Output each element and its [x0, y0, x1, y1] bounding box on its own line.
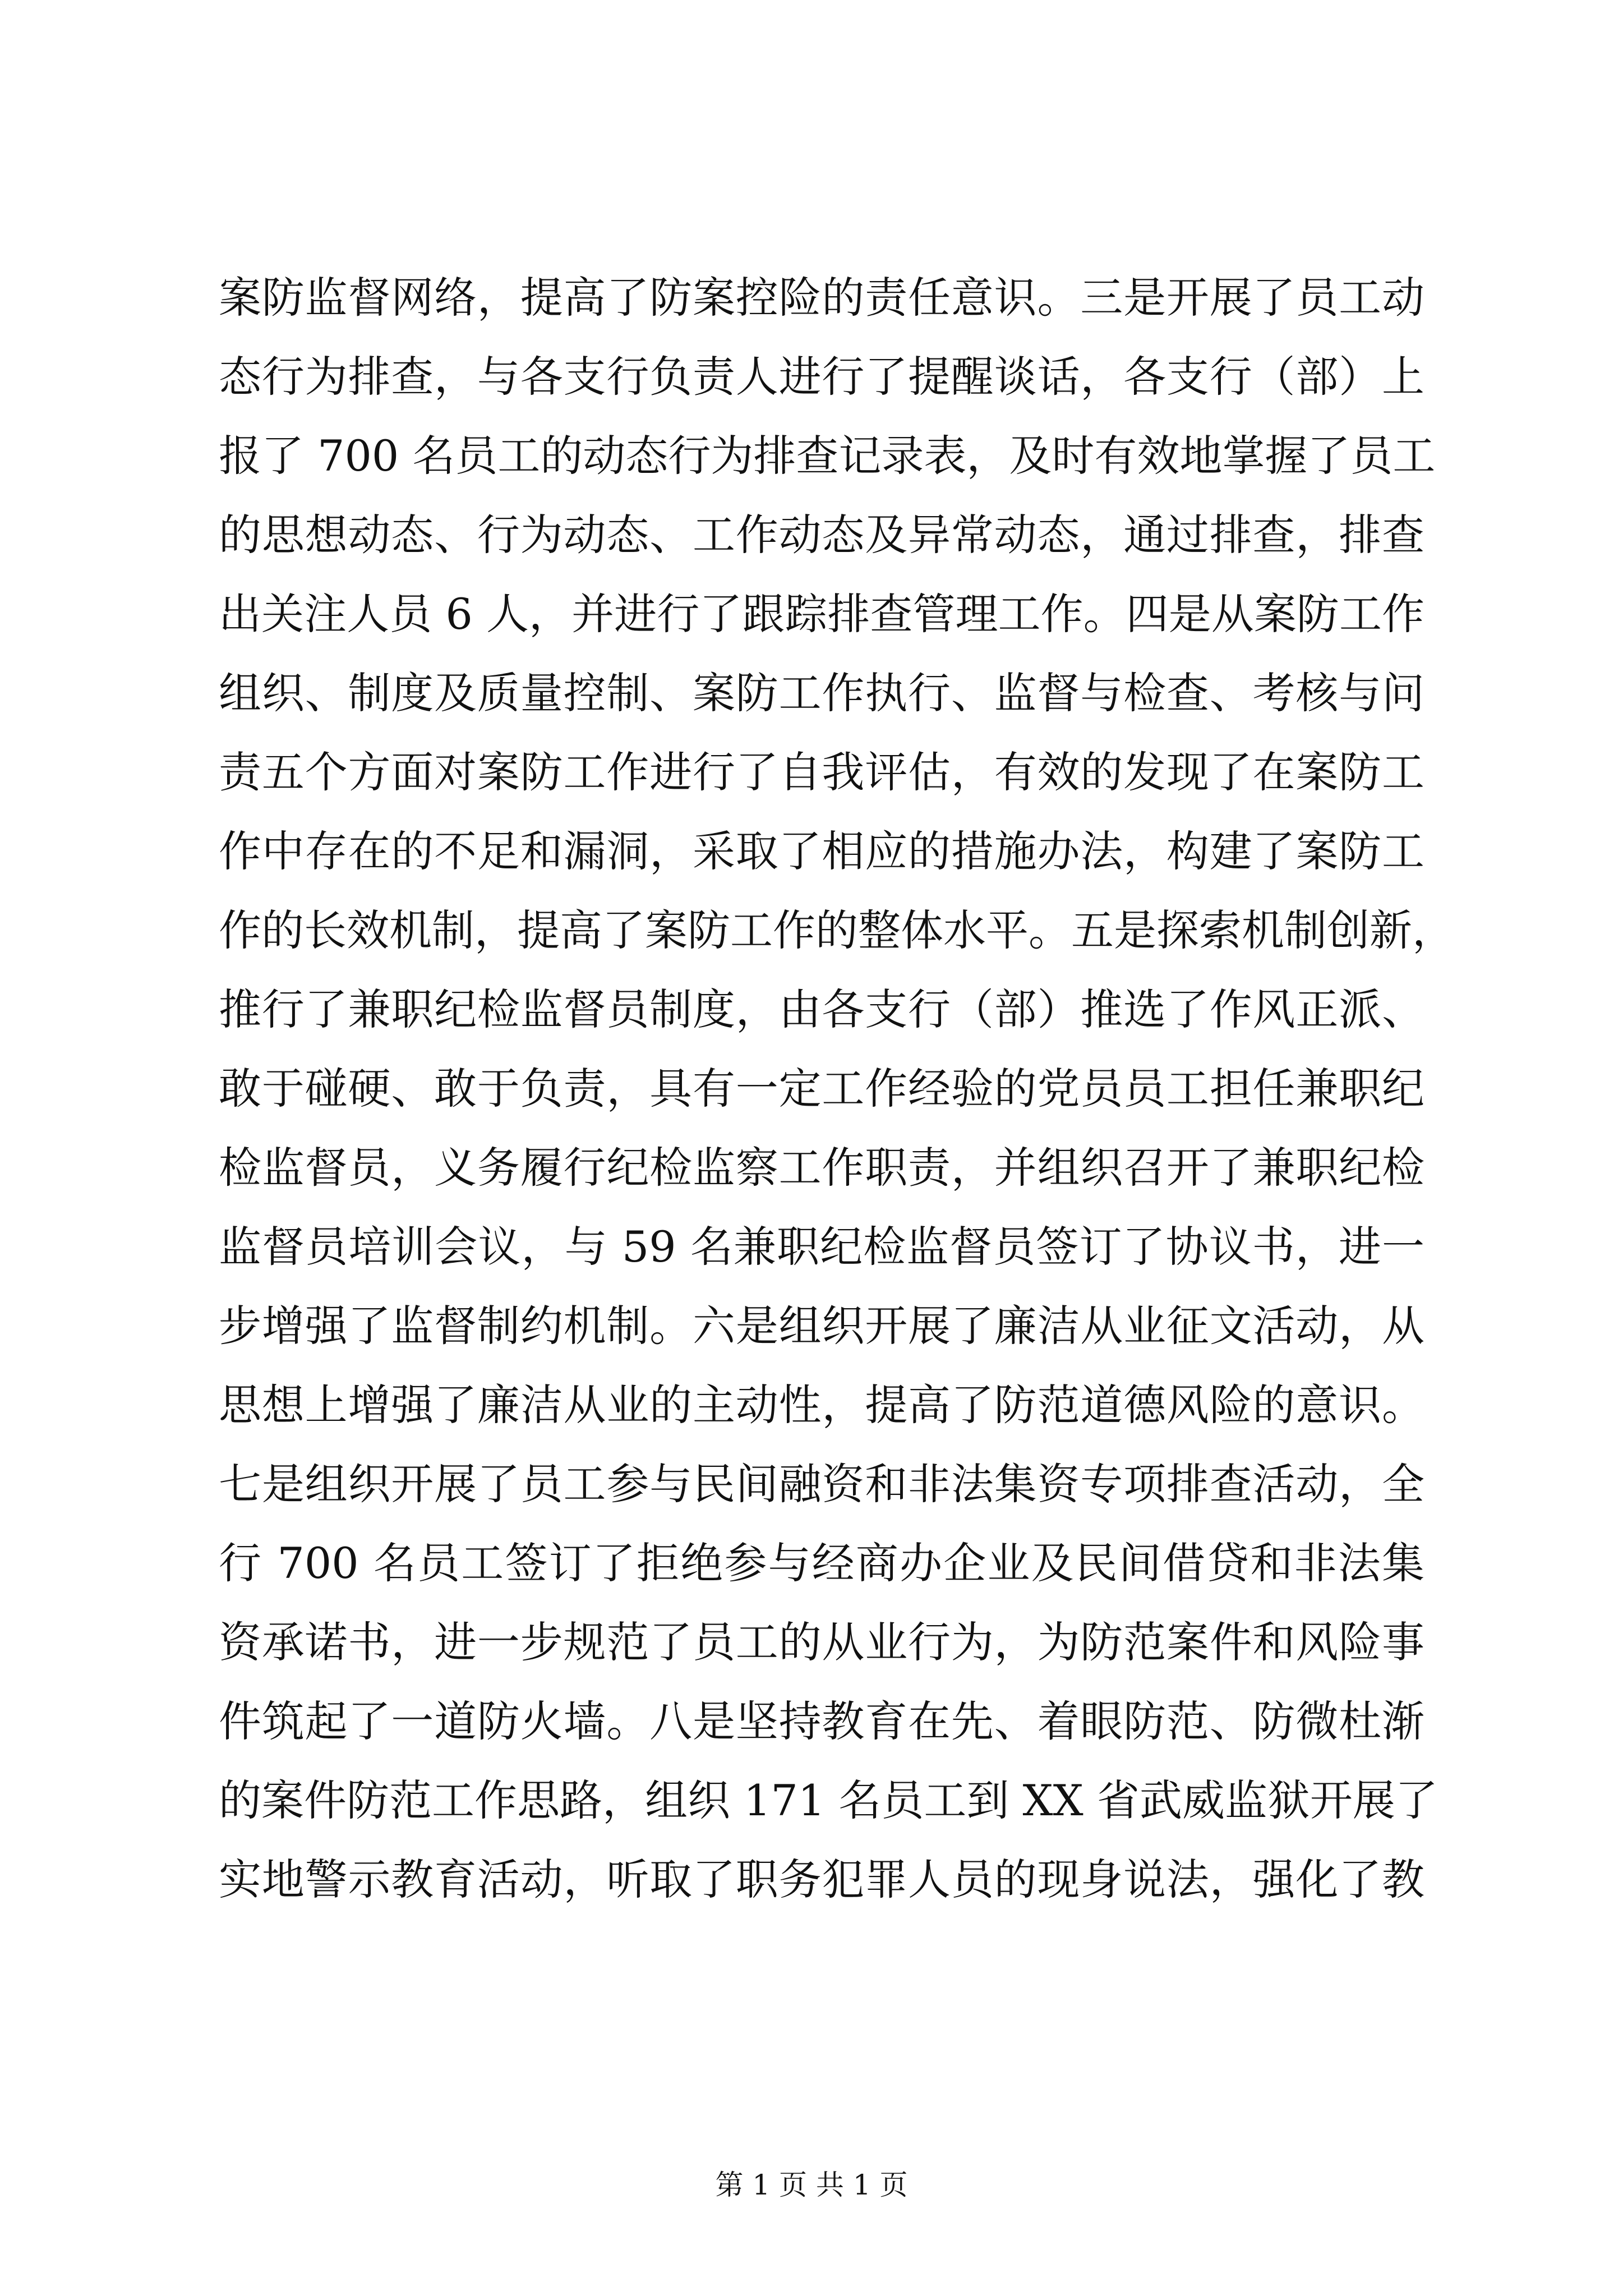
text-line-16: 七是组织开展了员工参与民间融资和非法集资专项排查活动，全 — [219, 1459, 1424, 1509]
text-line-4: 的思想动态、行为动态、工作动态及异常动态，通过排查，排查 — [219, 510, 1424, 560]
text-line-18: 资承诺书，进一步规范了员工的从业行为，为防范案件和风险事 — [219, 1617, 1424, 1667]
text-line-19: 件筑起了一道防火墙。八是坚持教育在先、着眼防范、防微杜渐 — [219, 1696, 1424, 1746]
text-line-13: 监督员培训会议，与 59 名兼职纪检监督员签订了协议书，进一 — [219, 1222, 1424, 1272]
text-line-6: 组织、制度及质量控制、案防工作执行、监督与检查、考核与问 — [219, 668, 1424, 718]
text-line-3: 报了 700 名员工的动态行为排查记录表，及时有效地掌握了员工 — [219, 431, 1436, 481]
text-line-10: 推行了兼职纪检监督员制度，由各支行（部）推选了作风正派、 — [219, 984, 1424, 1034]
text-line-15: 思想上增强了廉洁从业的主动性，提高了防范道德风险的意识。 — [219, 1380, 1424, 1430]
text-line-14: 步增强了监督制约机制。六是组织开展了廉洁从业征文活动，从 — [219, 1301, 1424, 1351]
text-line-1: 案防监督网络，提高了防案控险的责任意识。三是开展了员工动 — [219, 273, 1424, 323]
body-paragraph — [219, 258, 1455, 1919]
text-line-9: 作的长效机制，提高了案防工作的整体水平。五是探索机制创新， — [219, 905, 1455, 955]
text-line-12: 检监督员，义务履行纪检监察工作职责，并组织召开了兼职纪检 — [219, 1143, 1424, 1193]
page-number: 第 1 页 共 1 页 — [715, 2169, 908, 2201]
text-line-20: 的案件防范工作思路，组织 171 名员工到 XX 省武威监狱开展了 — [219, 1775, 1438, 1825]
text-line-5: 出关注人员 6 人，并进行了跟踪排查管理工作。四是从案防工作 — [219, 589, 1424, 639]
text-line-21: 实地警示教育活动，听取了职务犯罪人员的现身说法，强化了教 — [219, 1855, 1424, 1904]
text-line-17: 行 700 名员工签订了拒绝参与经商办企业及民间借贷和非法集 — [219, 1538, 1424, 1588]
text-line-2: 态行为排查，与各支行负责人进行了提醒谈话，各支行（部）上 — [219, 352, 1424, 402]
text-line-11: 敢于碰硬、敢于负责，具有一定工作经验的党员员工担任兼职纪 — [219, 1064, 1424, 1114]
text-line-7: 责五个方面对案防工作进行了自我评估，有效的发现了在案防工 — [219, 747, 1424, 797]
page-footer — [0, 2162, 1623, 2203]
text-line-8: 作中存在的不足和漏洞，采取了相应的措施办法，构建了案防工 — [219, 826, 1424, 876]
